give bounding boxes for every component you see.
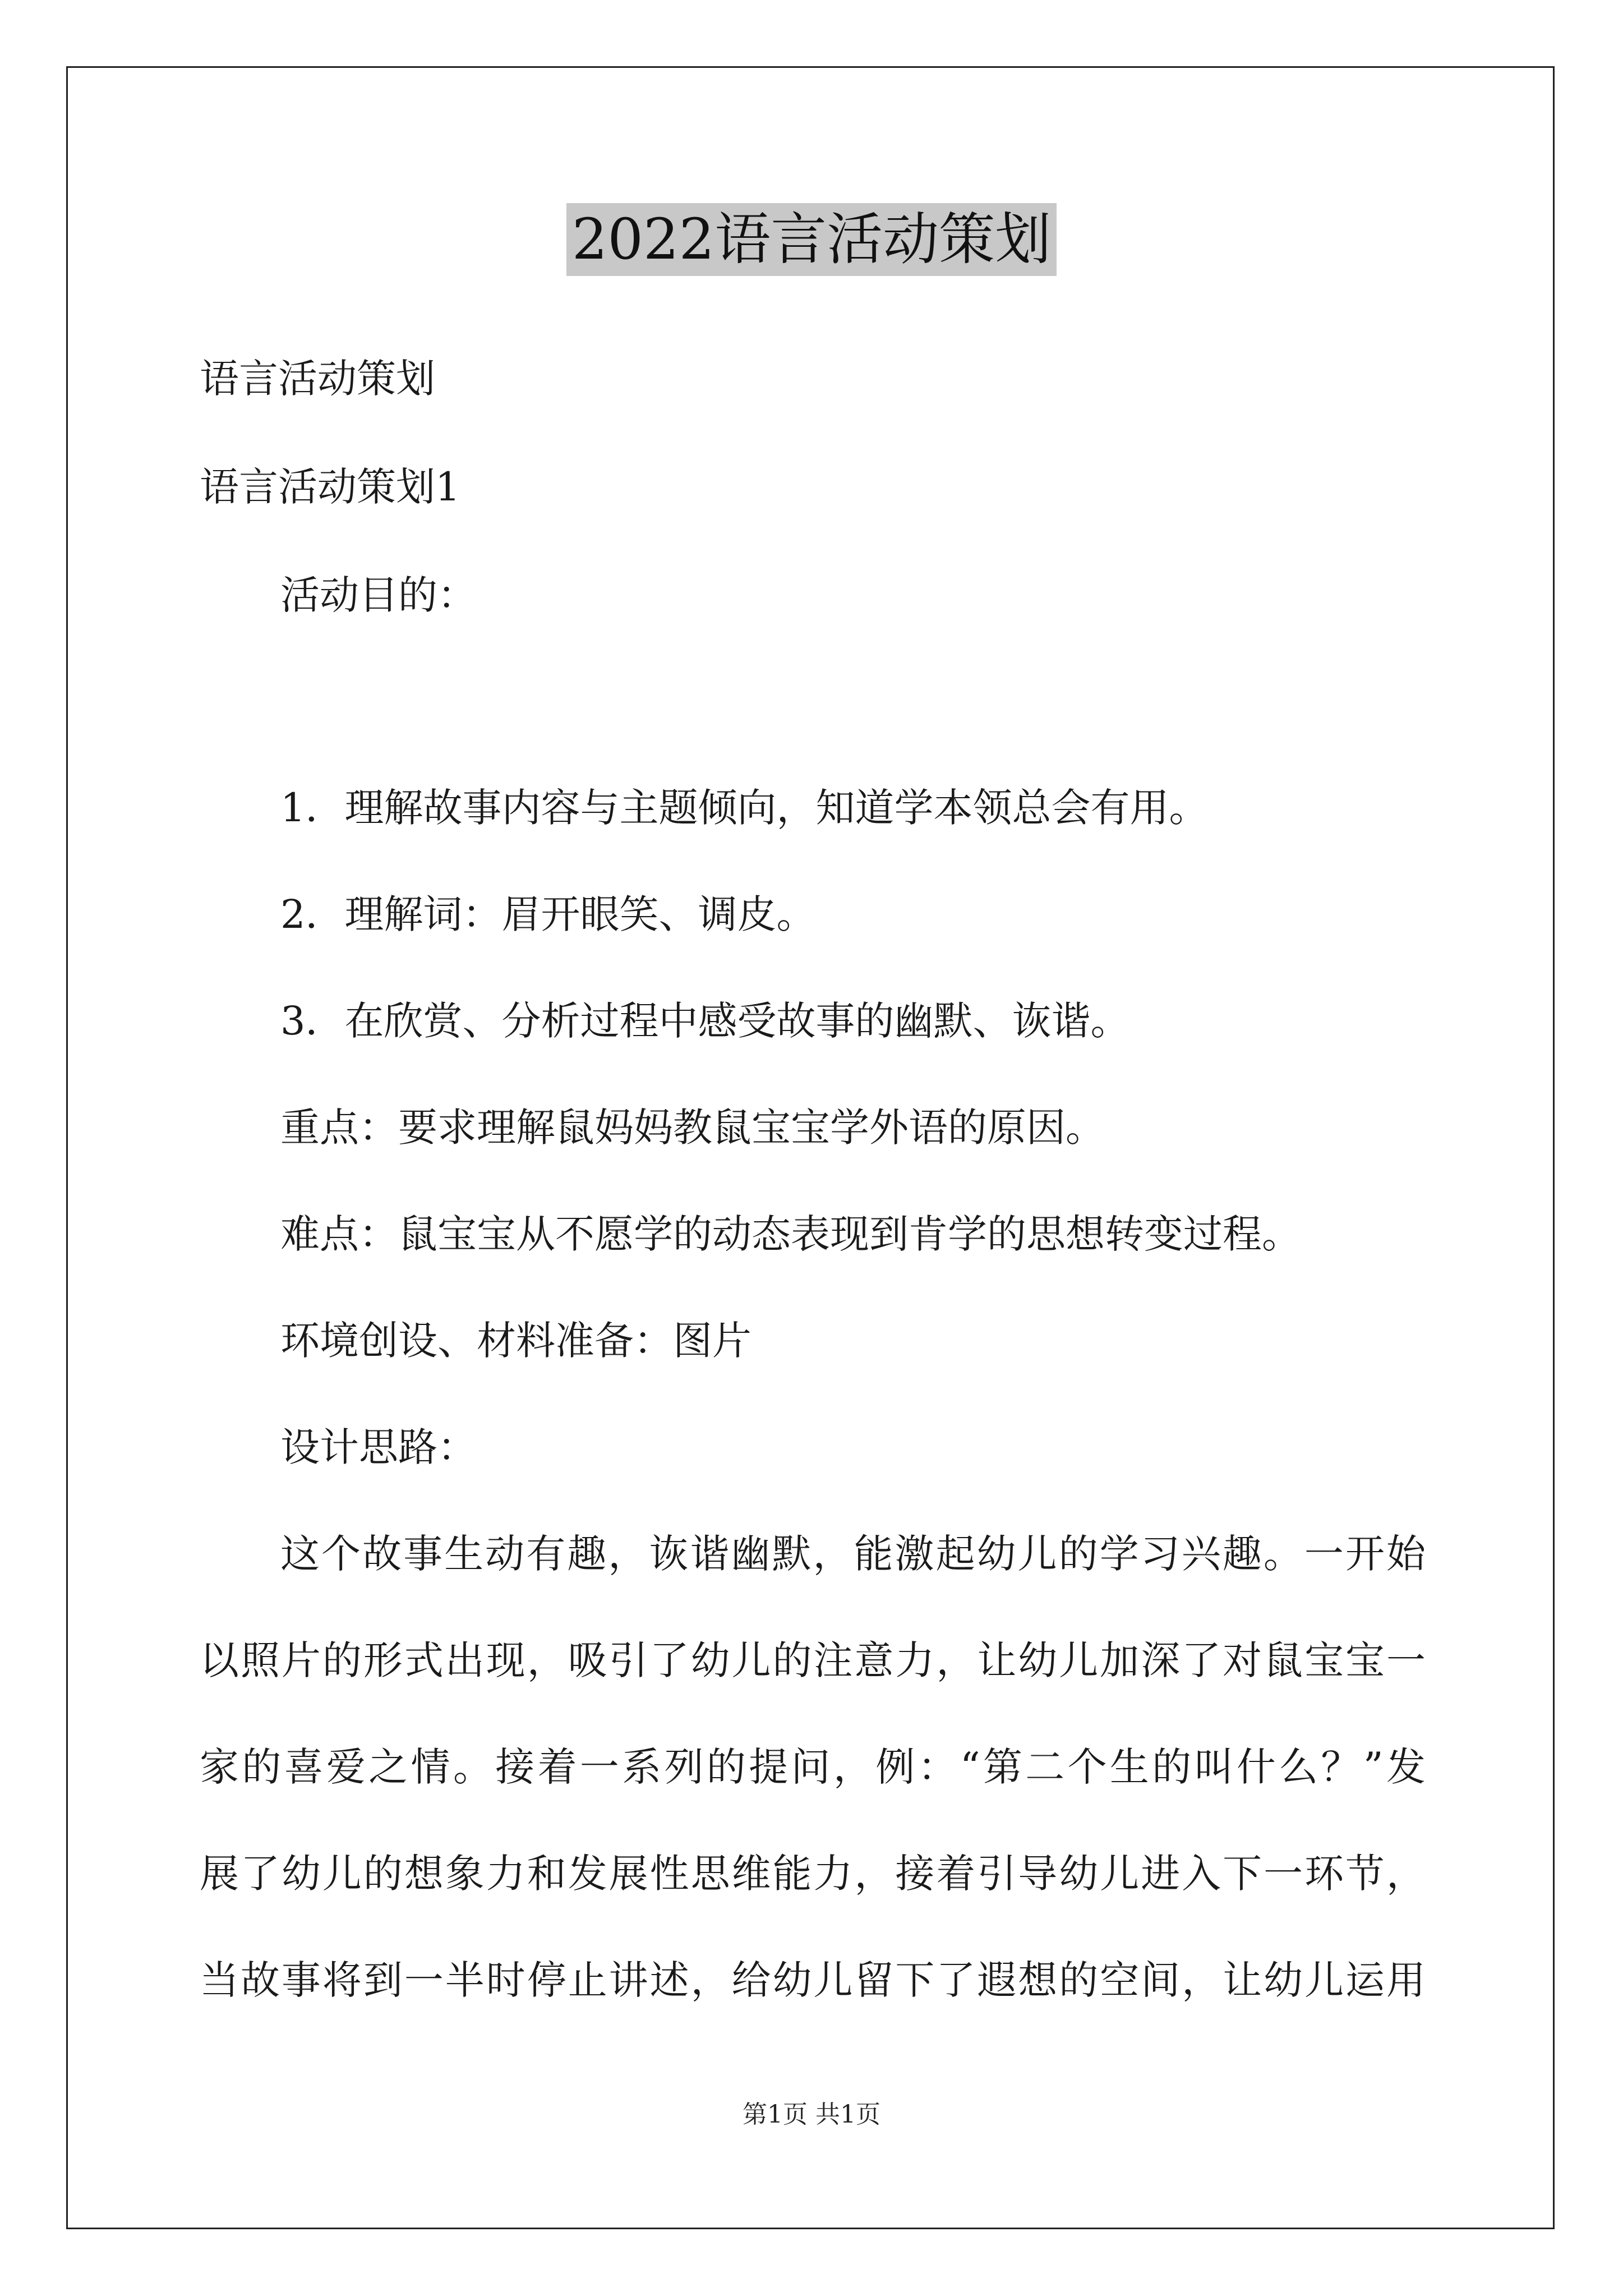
- paragraph-difficulty: 难点：鼠宝宝从不愿学的动态表现到肯学的思想转变过程。: [280, 1211, 1301, 1257]
- body-line: 以照片的形式出现，吸引了幼儿的注意力，让幼儿加深了对鼠宝宝一: [200, 1637, 1426, 1683]
- title-container: [0, 203, 1623, 276]
- paragraph-goal-3: 3．在欣赏、分析过程中感受故事的幽默、诙谐。: [280, 998, 1130, 1044]
- paragraph-purpose-label: 活动目的：: [280, 572, 477, 618]
- paragraph-design-label: 设计思路：: [280, 1424, 477, 1470]
- paragraph-materials: 环境创设、材料准备：图片: [280, 1318, 751, 1364]
- paragraph-key-point: 重点：要求理解鼠妈妈教鼠宝宝学外语的原因。: [280, 1105, 1105, 1151]
- paragraph-goal-1: 1．理解故事内容与主题倾向，知道学本领总会有用。: [280, 785, 1209, 831]
- document-subtitle: 语言活动策划: [200, 356, 435, 402]
- body-line: 当故事将到一半时停止讲述，给幼儿留下了遐想的空间，让幼儿运用: [200, 1957, 1426, 2003]
- body-line: 家的喜爱之情。接着一系列的提问，例：“第二个生的叫什么？”发: [200, 1744, 1426, 1790]
- paragraph-goal-2: 2．理解词：眉开眼笑、调皮。: [280, 891, 816, 937]
- section-heading: 语言活动策划1: [200, 464, 460, 510]
- body-line: 展了幼儿的想象力和发展性思维能力，接着引导幼儿进入下一环节，: [200, 1851, 1426, 1897]
- page-footer: 第1页 共1页: [743, 2100, 880, 2129]
- document-title: 2022语言活动策划: [566, 203, 1057, 276]
- body-line: 这个故事生动有趣，诙谐幽默，能激起幼儿的学习兴趣。一开始: [280, 1531, 1426, 1577]
